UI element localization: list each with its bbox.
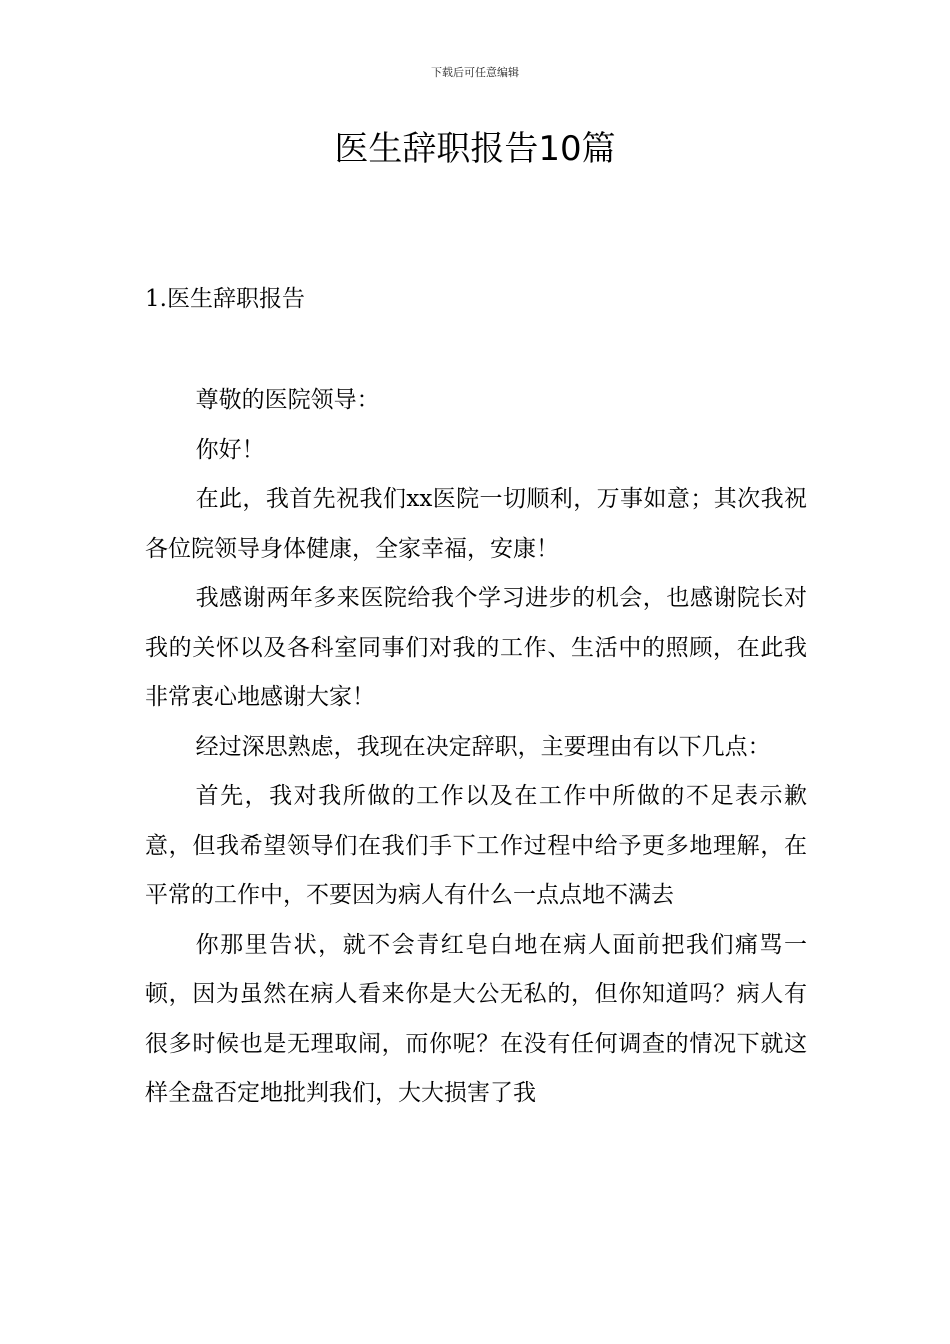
paragraph-wishes: 在此，我首先祝我们xx医院一切顺利，万事如意；其次我祝各位院领导身体健康，全家幸福，安康！ <box>145 486 807 562</box>
paragraph-decision: 经过深思熟虑，我现在决定辞职，主要理由有以下几点： <box>195 733 771 760</box>
salutation: 尊敬的医院领导： <box>195 387 380 413</box>
greeting: 你好！ <box>195 436 265 463</box>
document-title: 医生辞职报告10篇 <box>334 129 616 169</box>
letter-body <box>145 376 807 1119</box>
paragraph-complaint: 你那里告状，就不会青红皂白地在病人面前把我们痛骂一顿，因为虽然在病人看来你是大公无私的，但你知道吗？病人有很多时候也是无理取闹，而你呢？在没有任何调查的情况下就这样全盘否定地批判我们，大大损害了我 <box>145 931 807 1106</box>
header-note: 下载后可任意编辑 <box>431 66 519 79</box>
paragraph-thanks: 我感谢两年多来医院给我个学习进步的机会，也感谢院长对我的关怀以及各科室同事们对我的工作、生活中的照顾，在此我非常衷心地感谢大家！ <box>145 585 807 710</box>
section-heading: 1.医生辞职报告 <box>145 286 305 312</box>
paragraph-first-reason: 首先，我对我所做的工作以及在工作中所做的不足表示歉意，但我希望领导们在我们手下工作过程中给予更多地理解，在平常的工作中，不要因为病人有什么一点点地不满去 <box>145 783 807 908</box>
